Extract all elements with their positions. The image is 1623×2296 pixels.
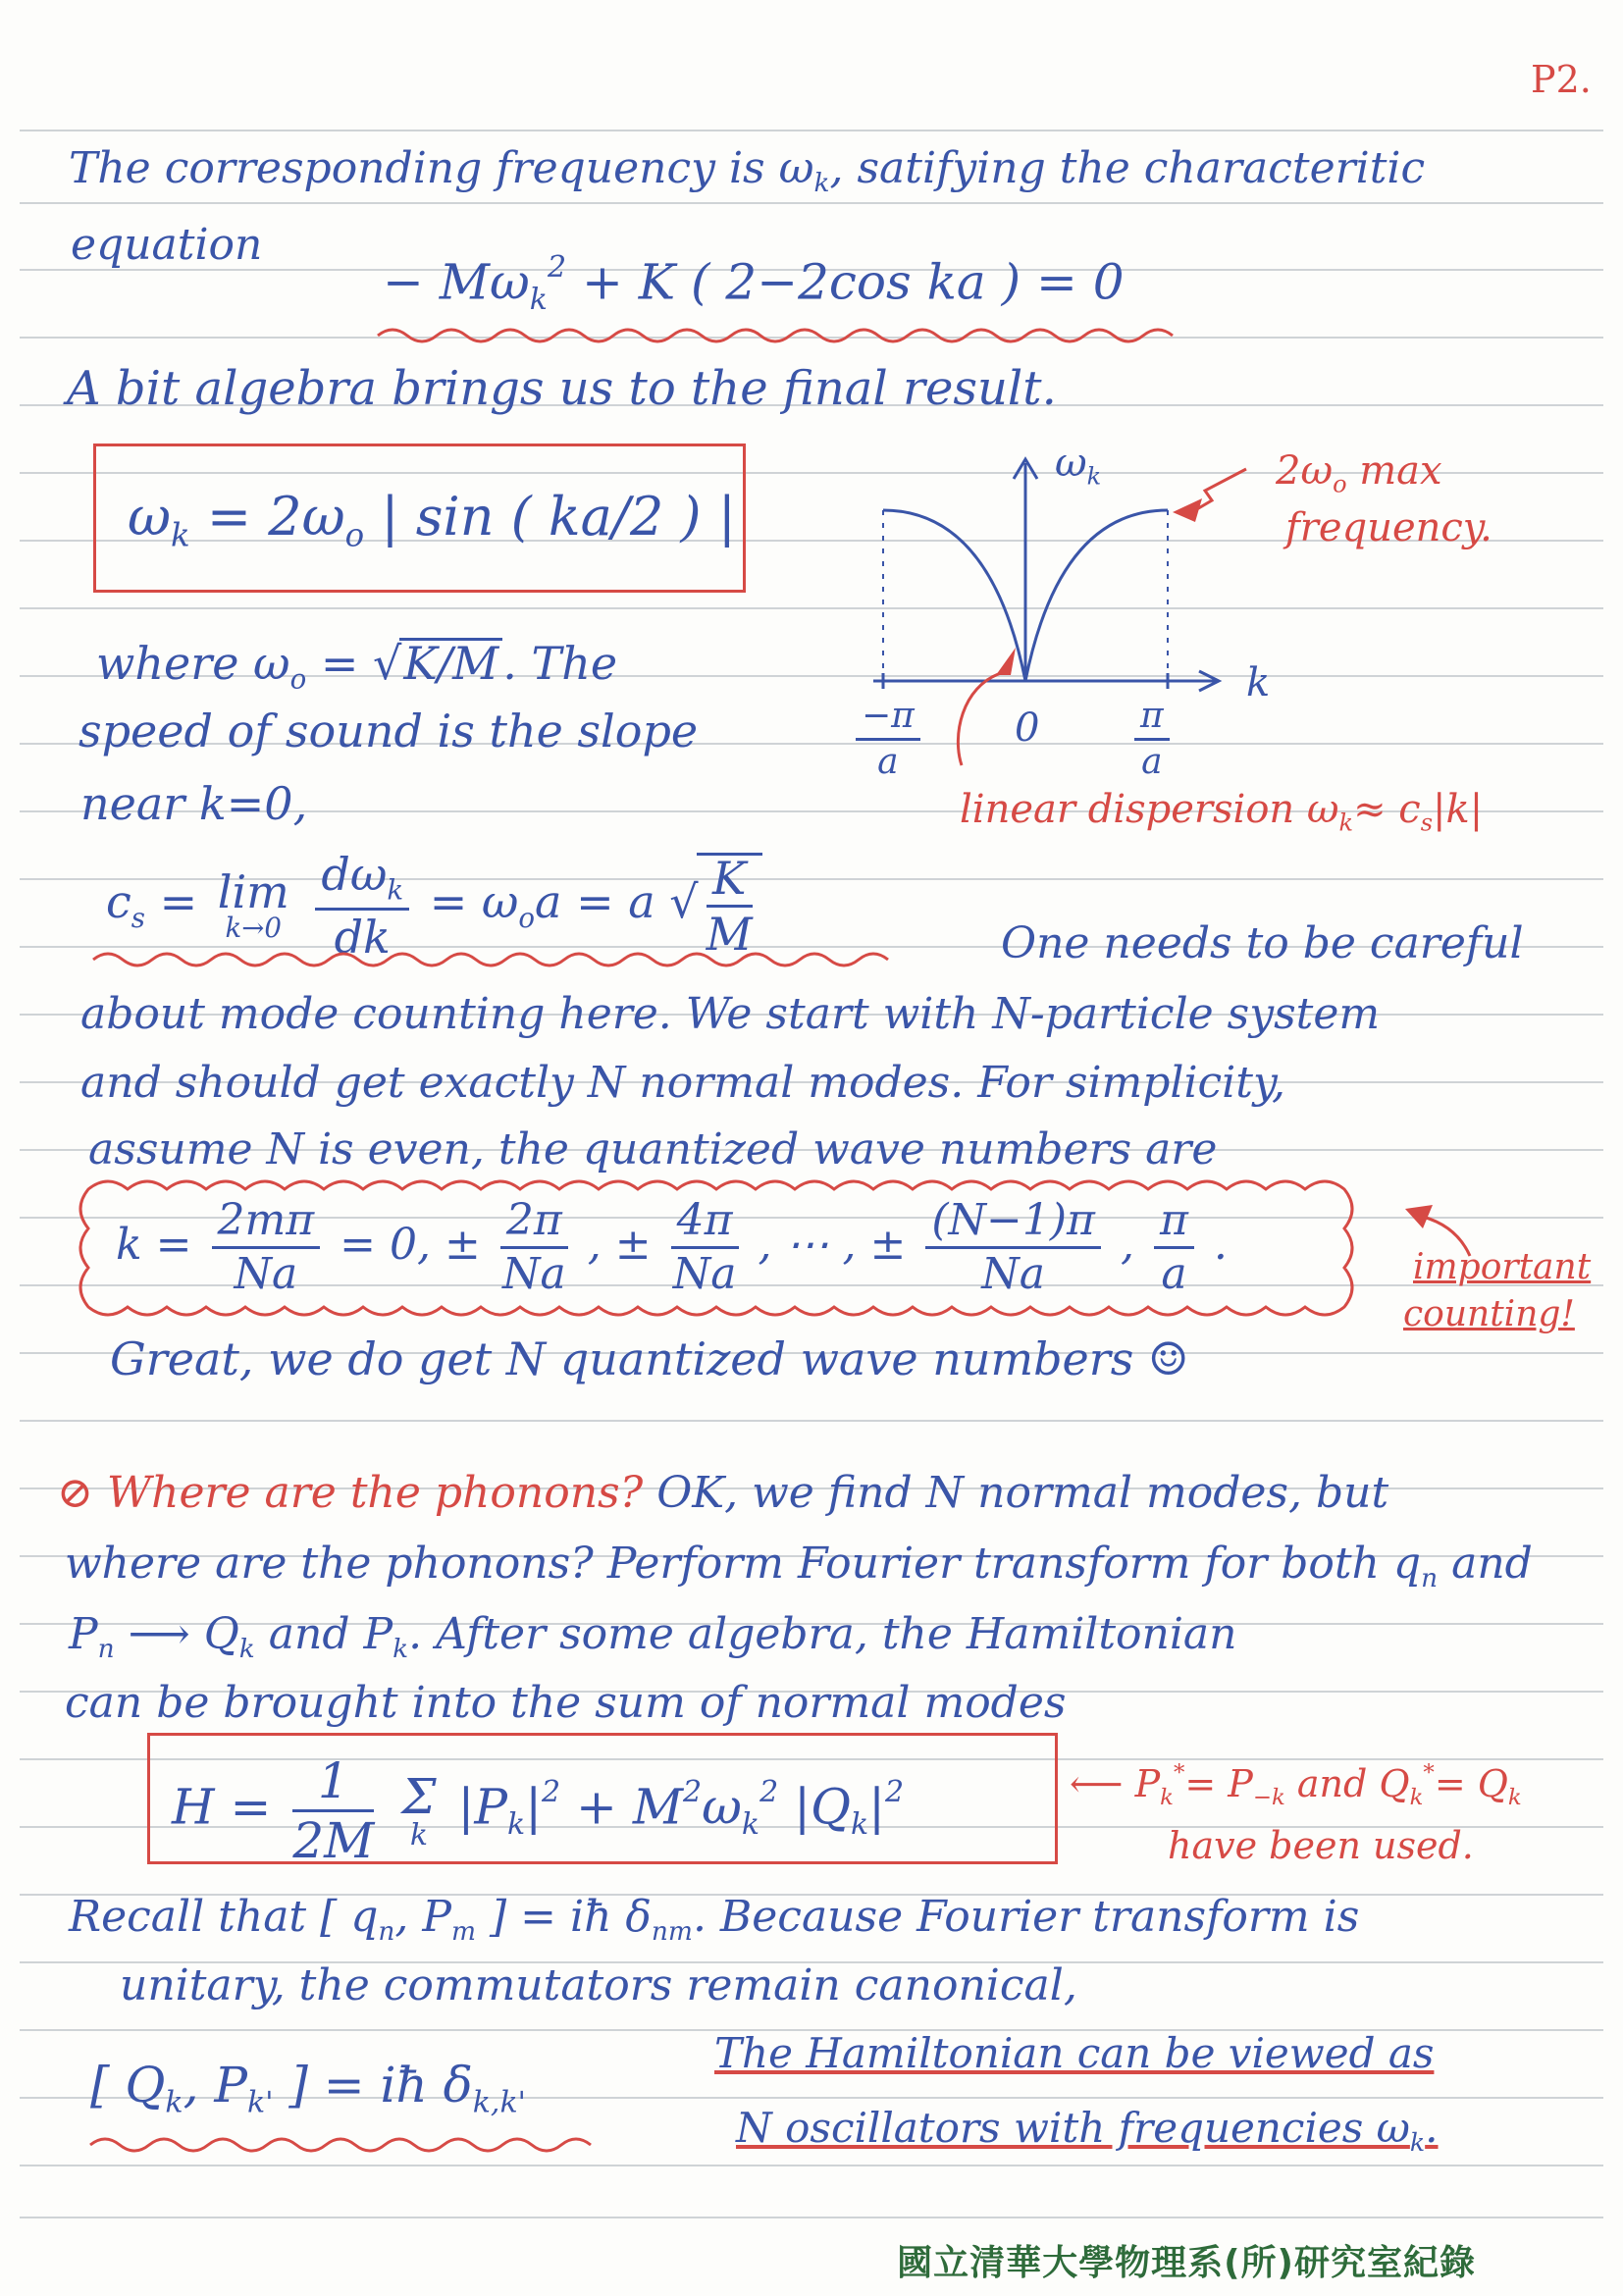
note-used-line2: have been used. [1168,1824,1474,1867]
linear-arrow-line [958,673,1001,765]
max-arrow-line [1195,469,1246,510]
para4-line4: assume N is even, the quantized wave numbers are [88,1124,1218,1174]
para4-line3: and should get exactly N normal modes. For simplicity, [80,1058,1285,1108]
para4-line2: about mode counting here. We start with N-particle system [80,989,1381,1039]
wavenumbers-equation: k = $\frac{2m\pi}{Na}$ = 0, ± $\frac{2\pi}{Na}$ , ± $\frac{4\pi}{Na}$ , ⋯ , ± $\frac{(N-1)\pi}{Na}$ , $\frac{\pi}{a}$ . [116,1195,1228,1299]
graph-tick-left: $\frac{-\pi}{a}$ [850,699,926,780]
para6-line2: unitary, the commutators remain canonical, [120,1960,1077,2010]
speed-of-sound-equation: $c_s$ = lim k→0 $\frac{d\omega_k}{dk}$ = $\omega_oa = a$ √ $\frac{K}{M}$ [106,852,762,960]
note-final-line1: The Hamiltonian can be viewed as [714,2029,1435,2077]
section-bullet-icon: ⊘ [57,1468,93,1518]
dispersion-equation: $\omega_k = 2\omega_o$ | sin ( ka/2 ) | [128,486,736,554]
speed-underline [93,950,898,969]
graph-tick-right: $\frac{\pi}{a}$ [1128,699,1176,780]
note-linear-dispersion: linear dispersion $\omega_k\approx c_s|k|$ [960,787,1484,837]
para6-line1: Recall that [ $q_n$, $P_m$ ] = iħ $\delta_{nm}$. Because Fourier transform is [69,1892,1360,1948]
section-line4: can be brought into the sum of normal modes [65,1678,1067,1728]
graph-curve-right [1025,510,1168,681]
section-line1: ⊘ Where are the phonons? OK, we find N normal modes, but [57,1468,1389,1518]
commutator-underline [90,2135,591,2155]
note-max-frequency: $2\omega_o$ max [1276,448,1442,498]
note-max-frequency-line2: frequency. [1285,505,1492,550]
para3-line2: speed of sound is the slope [79,704,699,757]
para4-line1: One needs to be careful [1001,918,1524,968]
characteristic-underline [378,326,1202,345]
arrow-right-icon: ⟶ [128,1609,190,1659]
note-important-line1: important [1413,1247,1592,1287]
hamiltonian-equation: H = $\frac{1}{2M}$ Σ k $|P_k|^2 + M^2\omega_k^2$ $|Q_k|^2$ [172,1752,905,1869]
note-important-line2: counting! [1403,1294,1575,1334]
arrow-left-icon: ⟵ [1070,1762,1124,1806]
linear-arrow-head [996,648,1016,675]
para1-line1: The corresponding frequency is $\omega_k$, satifying the characteritic [69,143,1426,199]
graph-y-label: $\omega_k$ [1055,441,1102,491]
page-number: P2. [1531,58,1592,101]
graph-curve-left [883,510,1025,681]
note-used-line1: ⟵ $P_k^*= P_{-k}$ and $Q_k^*= Q_k$ [1070,1760,1522,1811]
characteristic-equation: − $M\omega_k^2 + K$ ( 2−2cos ka ) = 0 [383,250,1125,317]
graph-tick-mid: 0 [1015,705,1040,751]
para2: A bit algebra brings us to the final result. [67,361,1057,416]
note-final-line2: N oscillators with frequencies $\omega_k$. [736,2104,1439,2157]
section-line2: where are the phonons? Perform Fourier transform for both $q_n$ and [65,1539,1533,1594]
para3-where: where $\omega_o = √K/M$. The [96,637,618,696]
para1-line2: equation [71,220,263,270]
section-line3: $P_n$ ⟶ $Q_k$ and $P_k$. After some algebra, the Hamiltonian [69,1609,1237,1665]
graph-x-label: k [1246,660,1271,705]
para3-line3: near k=0, [80,777,308,830]
para5: Great, we do get N quantized wave numbers ☺ [110,1332,1189,1385]
footer-imprint: 國立清華大學物理系(所)研究室紀錄 [897,2243,1476,2283]
commutator-equation: [ $Q_k$, $P_{k'}$ ] = iħ $\delta_{k,k'}$ [90,2057,526,2120]
